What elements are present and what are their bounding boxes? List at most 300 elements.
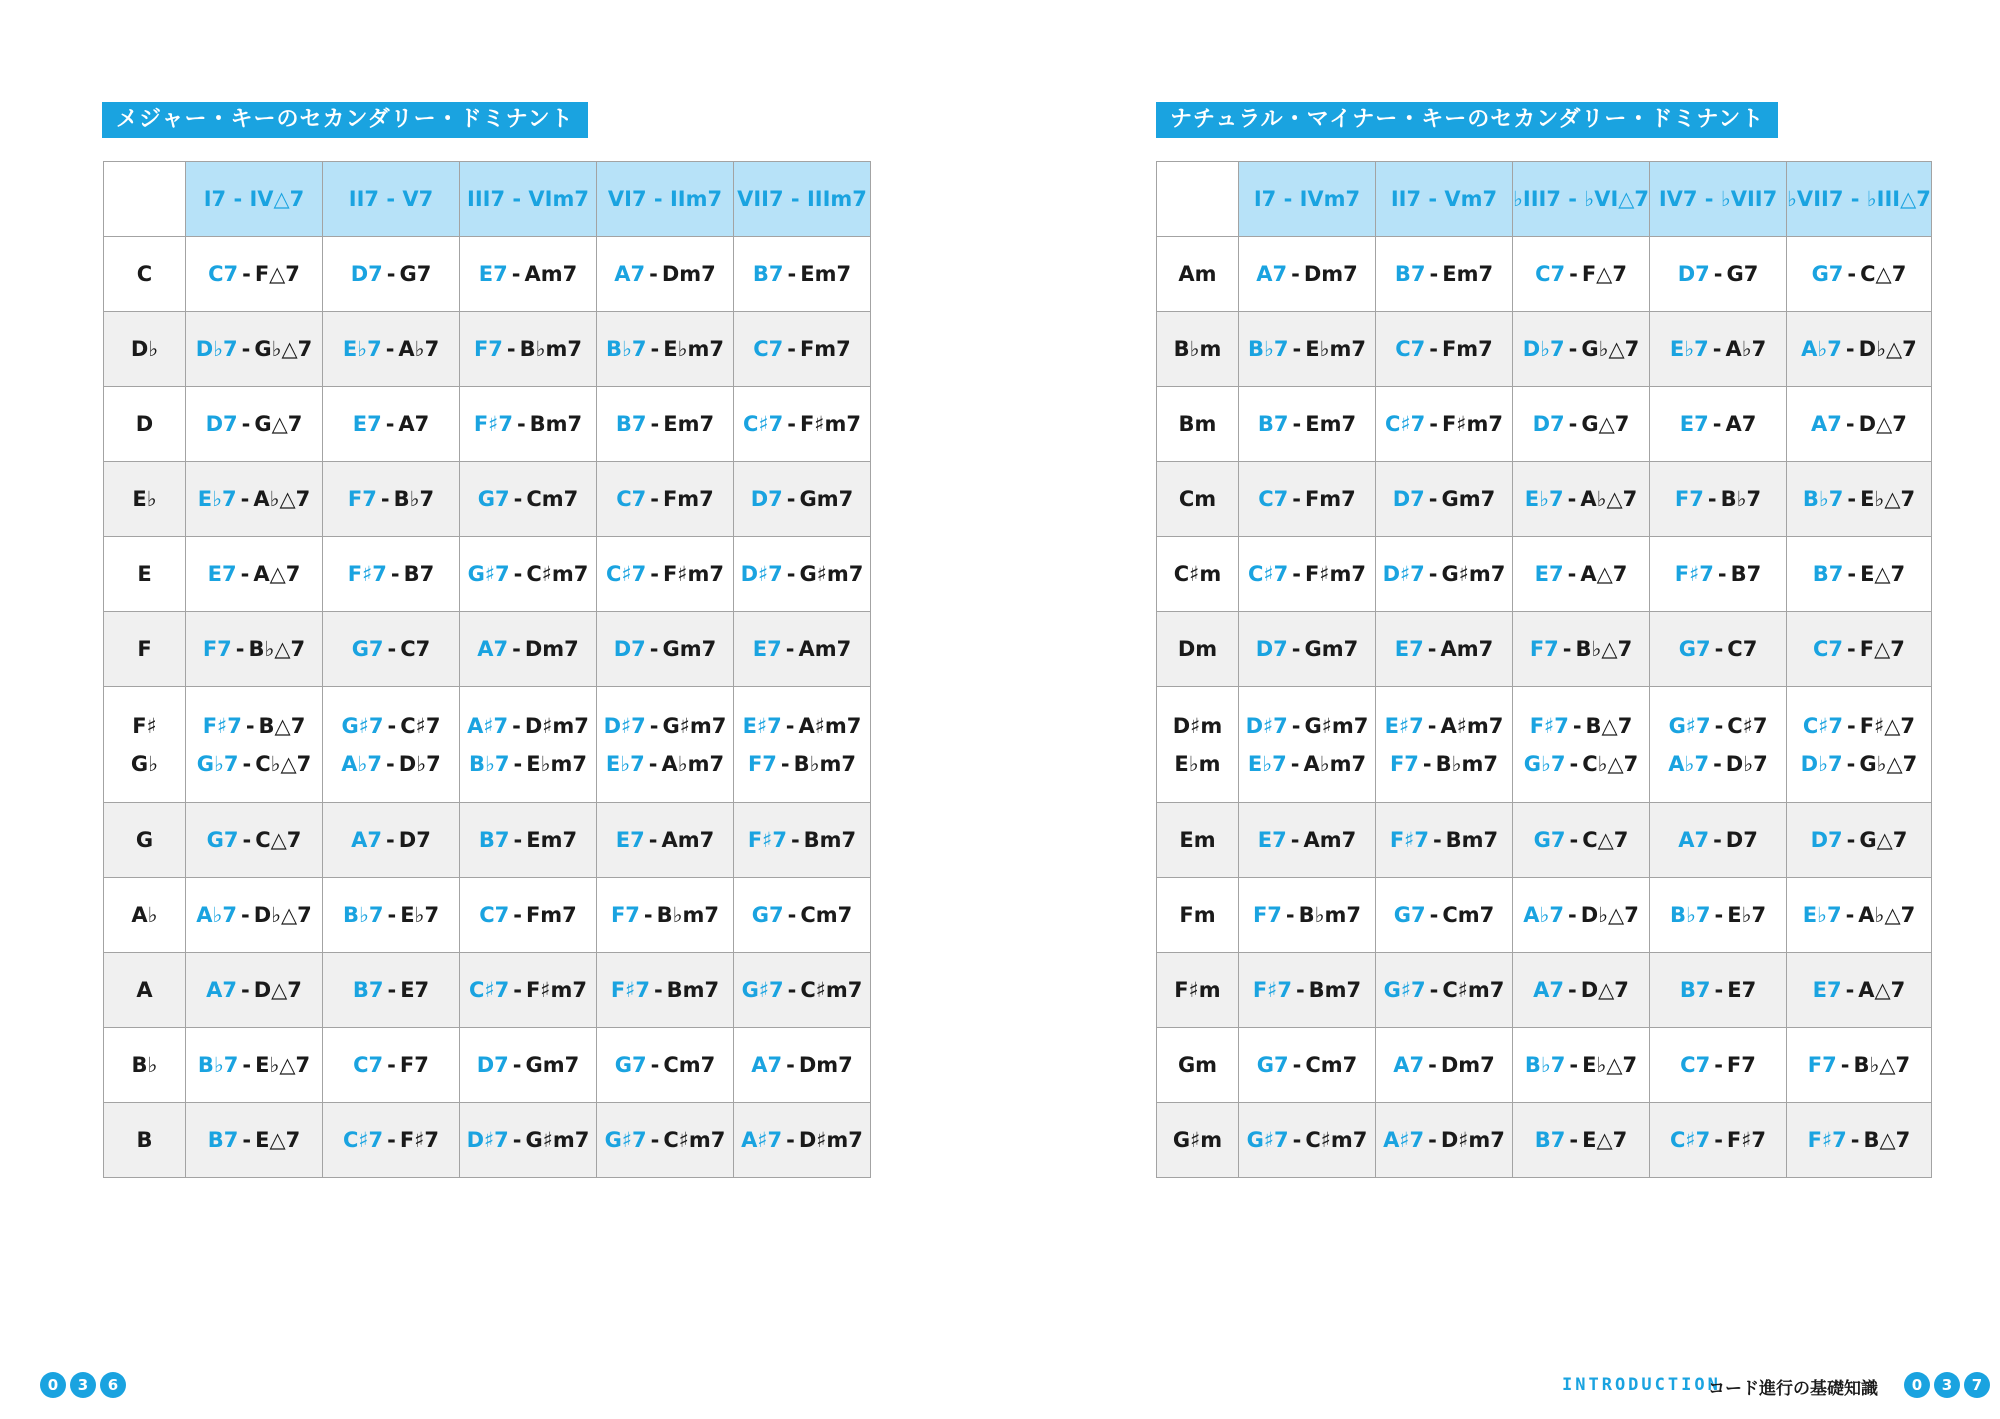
arrow-dash: - — [511, 262, 521, 286]
target-chord: C♯7 — [400, 713, 441, 738]
chord-cell — [323, 537, 460, 612]
chord-pair — [1376, 1121, 1512, 1159]
arrow-dash: - — [1714, 903, 1724, 927]
target-chord: Am7 — [524, 262, 578, 286]
target-chord: D♭7 — [1725, 751, 1768, 776]
table-row — [104, 387, 871, 462]
target-chord: E♭△7 — [1582, 1053, 1638, 1077]
chord-cell — [597, 953, 734, 1028]
key-cell — [1157, 1103, 1239, 1178]
table-row — [104, 803, 871, 878]
arrow-dash: - — [242, 262, 251, 286]
chord-pair — [1376, 405, 1512, 443]
target-chord: A♭7 — [1725, 337, 1767, 361]
target-chord: E△7 — [1860, 562, 1906, 586]
arrow-dash: - — [1429, 978, 1439, 1002]
chord-pair — [186, 707, 322, 745]
chord-cell — [1787, 1103, 1932, 1178]
key-label: Cm — [1178, 487, 1217, 511]
secondary-dominant: B7 — [1812, 562, 1844, 586]
chord-pair — [323, 1121, 459, 1159]
arrow-dash: - — [787, 337, 796, 361]
chord-pair — [1376, 745, 1512, 783]
key-cell — [1157, 878, 1239, 953]
target-chord: E♭7 — [400, 903, 440, 927]
chord-pair — [1787, 255, 1931, 293]
chord-pair — [460, 896, 596, 934]
chord-pair — [460, 1121, 596, 1159]
target-chord: Dm7 — [1303, 262, 1358, 286]
arrow-dash: - — [643, 903, 653, 927]
secondary-dominant: F7 — [747, 751, 777, 776]
target-chord: Cm7 — [526, 487, 579, 511]
secondary-dominant: E7 — [1394, 637, 1424, 661]
target-chord: C♯m7 — [526, 562, 589, 586]
arrow-dash: - — [1428, 1053, 1437, 1077]
arrow-dash: - — [1429, 262, 1439, 286]
arrow-dash: - — [1429, 412, 1438, 436]
secondary-dominant: C7 — [479, 903, 510, 927]
arrow-dash: - — [786, 562, 796, 586]
secondary-dominant: G♭7 — [1523, 751, 1566, 776]
target-chord: Fm7 — [799, 337, 851, 361]
secondary-dominant: D7 — [613, 637, 646, 661]
secondary-dominant: E7 — [207, 562, 237, 586]
chord-pair — [734, 630, 870, 668]
target-chord: F♯m7 — [1441, 412, 1503, 436]
target-chord: E7 — [1727, 978, 1757, 1002]
chord-cell — [597, 237, 734, 312]
table-row — [104, 1028, 871, 1103]
chord-pair — [323, 555, 459, 593]
chord-cell — [1513, 237, 1650, 312]
target-chord: B△7 — [1585, 713, 1633, 738]
chord-cell — [460, 1028, 597, 1103]
chord-pair — [1513, 630, 1649, 668]
arrow-dash: - — [650, 562, 659, 586]
target-chord: F♯m7 — [799, 412, 861, 436]
arrow-dash: - — [1713, 262, 1723, 286]
arrow-dash: - — [787, 262, 797, 286]
chord-cell — [1513, 612, 1650, 687]
key-label: Am — [1178, 262, 1217, 286]
target-chord: D♭7 — [398, 751, 441, 776]
secondary-dominant: F♯7 — [1807, 1128, 1847, 1152]
chord-cell — [1787, 1028, 1932, 1103]
secondary-dominant: D♯7 — [1245, 713, 1288, 738]
target-chord: D♯m7 — [798, 1128, 863, 1152]
target-chord: E△7 — [1582, 1128, 1628, 1152]
arrow-dash: - — [1292, 412, 1302, 436]
secondary-dominant: A♭7 — [1523, 903, 1564, 927]
target-chord: B♭7 — [393, 487, 435, 511]
arrow-dash: - — [1567, 978, 1577, 1002]
chord-pair — [1376, 555, 1512, 593]
arrow-dash: - — [512, 1128, 522, 1152]
target-chord: G♯m7 — [662, 713, 727, 738]
chord-pair — [1376, 821, 1512, 859]
target-chord: F♯7 — [399, 1128, 440, 1152]
target-chord: Am7 — [1303, 828, 1357, 852]
chord-cell — [1239, 237, 1376, 312]
secondary-dominant: B♭7 — [1248, 337, 1289, 361]
key-label: A♭ — [131, 903, 158, 927]
chord-cell — [323, 612, 460, 687]
chord-pair — [323, 1046, 459, 1084]
target-chord: G♯m7 — [1304, 713, 1369, 738]
arrow-dash: - — [1847, 562, 1857, 586]
chord-pair — [1650, 405, 1786, 443]
chord-pair — [1513, 707, 1649, 745]
secondary-dominant: A7 — [1256, 262, 1288, 286]
secondary-dominant: B♭7 — [606, 337, 647, 361]
secondary-dominant: C♯7 — [1802, 713, 1844, 738]
chord-pair — [597, 896, 733, 934]
chord-cell — [1376, 878, 1513, 953]
chord-cell — [323, 462, 460, 537]
column-header: IV7 - ♭VII7 — [1650, 162, 1787, 237]
target-chord: F♯m7 — [662, 562, 724, 586]
target-chord: D♯m7 — [1440, 1128, 1505, 1152]
target-chord: Fm7 — [662, 487, 714, 511]
chord-pair — [1650, 555, 1786, 593]
chord-pair — [1787, 1046, 1931, 1084]
target-chord: C♯7 — [1727, 713, 1768, 738]
chord-pair — [1376, 330, 1512, 368]
chord-pair — [1239, 480, 1375, 518]
chord-pair — [323, 255, 459, 293]
arrow-dash: - — [1707, 487, 1717, 511]
arrow-dash: - — [240, 487, 250, 511]
arrow-dash: - — [1428, 562, 1438, 586]
chord-cell — [323, 803, 460, 878]
chord-cell — [1239, 612, 1376, 687]
table-row — [104, 462, 871, 537]
arrow-dash: - — [387, 1053, 396, 1077]
secondary-dominant: F7 — [1389, 751, 1419, 776]
arrow-dash: - — [1569, 751, 1579, 776]
target-chord: A♭m7 — [661, 751, 725, 776]
chord-cell — [1650, 1028, 1787, 1103]
key-cell — [1157, 953, 1239, 1028]
chord-cell — [186, 387, 323, 462]
table-row — [104, 878, 871, 953]
arrow-dash: - — [1569, 262, 1578, 286]
chord-cell — [734, 878, 871, 953]
chord-pair — [597, 821, 733, 859]
chord-pair — [1239, 896, 1375, 934]
arrow-dash: - — [648, 828, 658, 852]
secondary-dominant: A7 — [1811, 412, 1842, 436]
chord-cell — [460, 462, 597, 537]
chord-pair — [323, 745, 459, 783]
chord-pair — [186, 745, 322, 783]
target-chord: Bm7 — [1445, 828, 1499, 852]
arrow-dash: - — [1428, 1128, 1437, 1152]
secondary-dominant: G7 — [751, 903, 784, 927]
chord-cell — [1239, 387, 1376, 462]
target-chord: E♭m7 — [1305, 337, 1366, 361]
target-chord: G△7 — [1859, 828, 1908, 852]
key-label: A — [136, 978, 153, 1002]
target-chord: Dm7 — [1440, 1053, 1495, 1077]
arrow-dash: - — [785, 637, 795, 661]
chord-pair — [460, 480, 596, 518]
chord-pair — [1650, 1046, 1786, 1084]
arrow-dash: - — [1295, 978, 1305, 1002]
target-chord: D△7 — [1580, 978, 1629, 1002]
arrow-dash: - — [650, 487, 659, 511]
chord-pair — [597, 745, 733, 783]
arrow-dash: - — [1285, 903, 1295, 927]
chord-cell — [1376, 387, 1513, 462]
secondary-dominant: G♯7 — [1668, 713, 1711, 738]
chord-cell — [1650, 312, 1787, 387]
secondary-dominant: A7 — [751, 1053, 783, 1077]
arrow-dash: - — [780, 751, 790, 776]
chord-pair — [1376, 971, 1512, 1009]
chord-cell — [460, 612, 597, 687]
target-chord: D△7 — [1858, 412, 1907, 436]
chord-cell — [597, 1103, 734, 1178]
arrow-dash: - — [1427, 637, 1437, 661]
chord-pair — [1376, 630, 1512, 668]
target-chord: A♭△7 — [1580, 487, 1638, 511]
target-chord: Bm7 — [529, 412, 583, 436]
arrow-dash: - — [1846, 751, 1856, 776]
secondary-dominant: D7 — [205, 412, 238, 436]
chord-pair — [186, 405, 322, 443]
secondary-dominant: C♯7 — [342, 1128, 384, 1152]
chord-cell — [734, 803, 871, 878]
arrow-dash: - — [1562, 637, 1572, 661]
chord-pair — [186, 255, 322, 293]
arrow-dash: - — [387, 903, 397, 927]
secondary-dominant: F7 — [1529, 637, 1559, 661]
chord-cell — [460, 537, 597, 612]
arrow-dash: - — [1714, 1128, 1723, 1152]
secondary-dominant: C7 — [753, 337, 784, 361]
target-chord: F△7 — [1581, 262, 1627, 286]
column-header: I7 - IV△7 — [186, 162, 323, 237]
key-label: G — [135, 828, 154, 852]
chord-pair — [1239, 630, 1375, 668]
chord-pair — [186, 821, 322, 859]
secondary-dominant: F7 — [202, 637, 232, 661]
key-label: D — [135, 412, 154, 436]
arrow-dash: - — [650, 1128, 660, 1152]
secondary-dominant: G7 — [1678, 637, 1711, 661]
table-row — [104, 612, 871, 687]
chord-cell — [1239, 312, 1376, 387]
target-chord: G♭△7 — [1581, 337, 1640, 361]
arrow-dash: - — [512, 637, 521, 661]
chord-cell — [323, 687, 460, 803]
secondary-dominant: E♭7 — [1669, 337, 1709, 361]
key-cell — [1157, 312, 1239, 387]
chord-pair — [323, 630, 459, 668]
table-row — [1157, 1028, 1932, 1103]
target-chord: G♭△7 — [1859, 751, 1918, 776]
arrow-dash: - — [1292, 487, 1301, 511]
chord-cell — [460, 953, 597, 1028]
chord-cell — [1376, 312, 1513, 387]
target-chord: C7 — [1727, 637, 1758, 661]
key-cell — [1157, 537, 1239, 612]
secondary-dominant: F♯7 — [202, 713, 242, 738]
chord-cell — [1513, 953, 1650, 1028]
target-chord: G△7 — [1581, 412, 1630, 436]
secondary-dominant: C♯7 — [606, 562, 647, 586]
target-chord: E♭m7 — [663, 337, 724, 361]
key-cell — [104, 953, 186, 1028]
secondary-dominant: A♭7 — [1801, 337, 1842, 361]
arrow-dash: - — [513, 978, 522, 1002]
chord-pair — [186, 1046, 322, 1084]
table-row — [104, 237, 871, 312]
target-chord: C♯m7 — [1305, 1128, 1368, 1152]
arrow-dash: - — [1713, 828, 1722, 852]
secondary-dominant: D7 — [1810, 828, 1843, 852]
target-chord: Cm7 — [1442, 903, 1495, 927]
chord-pair — [1650, 821, 1786, 859]
arrow-dash: - — [1847, 637, 1856, 661]
arrow-dash: - — [649, 713, 659, 738]
chord-pair — [460, 1046, 596, 1084]
minor-key-table — [1156, 161, 1932, 1178]
target-chord: C△7 — [255, 828, 302, 852]
page-digit: 0 — [1904, 1372, 1930, 1398]
key-cell — [104, 612, 186, 687]
chord-pair — [460, 330, 596, 368]
chord-pair — [1513, 896, 1649, 934]
target-chord: C△7 — [1582, 828, 1629, 852]
secondary-dominant: D7 — [1532, 412, 1565, 436]
chord-cell — [734, 537, 871, 612]
chord-pair — [1513, 971, 1649, 1009]
arrow-dash: - — [240, 903, 250, 927]
secondary-dominant: B7 — [1257, 412, 1289, 436]
target-chord: D♯m7 — [524, 713, 589, 738]
arrow-dash: - — [513, 903, 522, 927]
chord-cell — [734, 237, 871, 312]
target-chord: B♭△7 — [1575, 637, 1633, 661]
secondary-dominant: E7 — [752, 637, 782, 661]
secondary-dominant: E7 — [1257, 828, 1287, 852]
arrow-dash: - — [1292, 1128, 1302, 1152]
arrow-dash: - — [1569, 1053, 1579, 1077]
chord-cell — [1650, 537, 1787, 612]
secondary-dominant: B♭7 — [469, 751, 510, 776]
chord-cell — [1650, 687, 1787, 803]
chord-cell — [1513, 462, 1650, 537]
key-label: C♯m — [1173, 562, 1222, 586]
chord-pair — [323, 330, 459, 368]
column-header: ♭VII7 - ♭III△7 — [1787, 162, 1932, 237]
chord-cell — [734, 1103, 871, 1178]
target-chord: E♭△7 — [255, 1053, 311, 1077]
chord-cell — [1376, 953, 1513, 1028]
arrow-dash: - — [242, 751, 252, 776]
chord-cell — [186, 1028, 323, 1103]
page-digit: 3 — [70, 1372, 96, 1398]
secondary-dominant: D♯7 — [740, 562, 783, 586]
chord-pair — [597, 1121, 733, 1159]
arrow-dash: - — [1292, 1053, 1302, 1077]
target-chord: C♭△7 — [255, 751, 312, 776]
chord-cell — [1239, 1028, 1376, 1103]
key-cell — [1157, 462, 1239, 537]
chord-pair — [1787, 555, 1931, 593]
chord-pair — [323, 821, 459, 859]
target-chord: C♯m7 — [800, 978, 863, 1002]
key-label: D♯m — [1172, 713, 1223, 738]
target-chord: C♭△7 — [1582, 751, 1639, 776]
chord-pair — [186, 896, 322, 934]
chord-pair — [1513, 405, 1649, 443]
arrow-dash: - — [1291, 637, 1301, 661]
key-label: B♭ — [131, 1053, 158, 1077]
arrow-dash: - — [648, 751, 658, 776]
arrow-dash: - — [513, 562, 523, 586]
arrow-dash: - — [242, 1128, 252, 1152]
chord-cell — [1650, 462, 1787, 537]
target-chord: A7 — [1725, 412, 1757, 436]
chord-pair — [597, 405, 733, 443]
arrow-dash: - — [386, 262, 396, 286]
header-row — [1157, 162, 1932, 237]
secondary-dominant: C♯7 — [469, 978, 510, 1002]
secondary-dominant: E7 — [1679, 412, 1709, 436]
secondary-dominant: G7 — [1533, 828, 1566, 852]
secondary-dominant: B7 — [615, 412, 647, 436]
secondary-dominant: A7 — [351, 828, 383, 852]
arrow-dash: - — [1291, 713, 1301, 738]
column-header: II7 - Vm7 — [1376, 162, 1513, 237]
arrow-dash: - — [235, 637, 245, 661]
key-label: Fm — [1179, 903, 1216, 927]
footer-chapter-title: コード進行の基礎知識 — [1708, 1379, 1878, 1399]
chord-cell — [734, 612, 871, 687]
chord-pair — [734, 1046, 870, 1084]
secondary-dominant: C7 — [616, 487, 647, 511]
chord-cell — [1650, 878, 1787, 953]
chord-pair — [734, 330, 870, 368]
target-chord: G7 — [1726, 262, 1759, 286]
arrow-dash: - — [1712, 337, 1722, 361]
target-chord: A7 — [398, 412, 430, 436]
secondary-dominant: G♯7 — [467, 562, 510, 586]
arrow-dash: - — [240, 978, 250, 1002]
target-chord: B♭△7 — [248, 637, 306, 661]
column-header: III7 - VIm7 — [460, 162, 597, 237]
chord-cell — [323, 387, 460, 462]
arrow-dash: - — [1429, 903, 1439, 927]
secondary-dominant: G7 — [1256, 1053, 1289, 1077]
arrow-dash: - — [1291, 262, 1300, 286]
chord-cell — [186, 537, 323, 612]
chord-cell — [734, 312, 871, 387]
chord-pair — [734, 1121, 870, 1159]
chord-pair — [1787, 405, 1931, 443]
target-chord: G△7 — [254, 412, 303, 436]
target-chord: E♭7 — [1727, 903, 1767, 927]
table-row — [1157, 387, 1932, 462]
chord-cell — [1376, 803, 1513, 878]
chord-pair — [1787, 1121, 1931, 1159]
secondary-dominant: C7 — [1813, 637, 1844, 661]
chord-cell — [1239, 462, 1376, 537]
